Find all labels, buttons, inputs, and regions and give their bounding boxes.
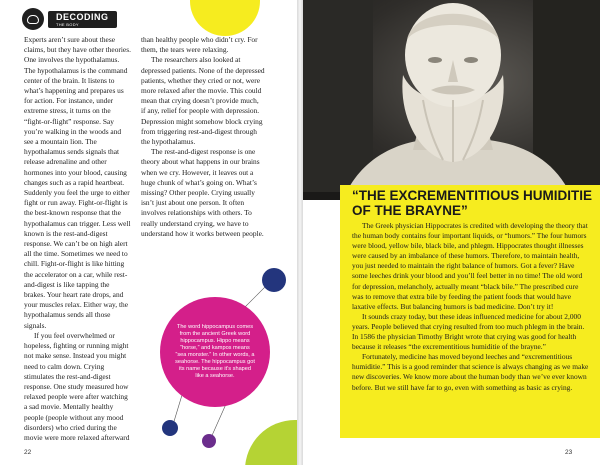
caption-text: The word hippocampus comes from the ancient Greek word hippocampus. Hippo means “horse,” and kampos means “sea monster.” In other words, a seahorse. The hippocampus got its name because it’s shaped like a seahorse. — [175, 324, 255, 379]
section-subtitle: THE BODY — [56, 21, 79, 27]
molecule-connector-lines — [0, 0, 297, 465]
paragraph: Fortunately, medicine has moved beyond leeches and “excrementitious humiditie.” This is a good reminder that science is always changing as we make new discoveries. We know more about the human body than we’ve ever known before. But we still have far to go, even with something as basic as crying. — [352, 352, 589, 392]
sidebar-box — [340, 185, 600, 438]
paragraph: If you feel overwhelmed or hopeless, fighting or running might not make sense. Instead you might need to calm down. Crying stimulates the rest-and-digest response. One study measured how relaxed people were after watching a sad movie. Mentally healthy people (people without any mood disorders) who cried during the movie were more relaxed afterward — [24, 330, 130, 442]
paragraph: It sounds crazy today, but these ideas influenced medicine for about 2,000 years. People believed that crying resulted from too much phlegm in the brain. In 1586 the physician Timothy Bright wrote that crying was good for health because it releases “the excrementitious humiditie of the brayne.” — [352, 311, 585, 352]
paragraph: Experts aren’t sure about these claims, but they have other theories. One involves the hypothalamus. The hypothalamus is the command center of the brain. It listens to what’s happening and prepares us for action. For instance, under extreme stress, it turns on the “fight-or-flight” response. Say you’re walking in the woods and see a mountain lion. The hypothalamus sends signals that release adrenaline and other hormones into your blood, causing changes such as a rapid heartbeat. Suddenly you feel the urge to either fight or run away. Fight-or-flight is the best-known response that the hypothalamus can trigger. Less well known is the rest-and-digest response. We can’t be on high alert all the time. Sometimes we need to chill. Fight-or-flight is like hitting the accelerator on a car, while rest-and-digest is like tapping the brakes. Your heart rate drops, and your muscles relax. Either way, the hypothalamus sends all those signals. — [24, 35, 131, 330]
left-page — [0, 0, 297, 465]
bust-illustration — [303, 0, 600, 200]
sidebar-body — [352, 221, 590, 393]
decorative-navy-dot — [262, 268, 286, 292]
decorative-purple-dot — [202, 434, 216, 448]
right-page — [303, 0, 600, 465]
decorative-navy-dot — [162, 420, 178, 436]
caption-circle — [160, 297, 270, 407]
paragraph: than healthy people who didn’t cry. For them, the tears were relaxing. — [141, 35, 258, 55]
paragraph: The rest-and-digest response is one theory about what happens in our brains when we cry. However, it leaves out a huge chunk of what’s going on. What’s missing? Other people. Crying usually isn’t just about one person. It often involves relationships with others. To really understand crying, we have to understand how it works between people. — [141, 147, 264, 238]
page-number-left: 22 — [24, 449, 32, 456]
section-title: DECODING — [56, 11, 109, 22]
hippocrates-bust-photo — [303, 0, 600, 200]
sidebar-title: “THE EXCREMENTITIOUS HUMIDITIE OF THE BRAYNE” — [352, 188, 593, 218]
paragraph: The Greek physician Hippocrates is credited with developing the theory that the human body contains four important liquids, or “humors.” The four humors were blood, yellow bile, black bile, and phlegm. Hippocrates thought illnesses were caused by an imbalance of these humors. Therefore, to maintain health, you just needed to maintain the right balance of humors. Got a fever? Have some leeches drink your blood and you’ll feel better in no time! The old word for depression, melancholy, actually meant “black bile.” The prescribed cure was to remove that extra bile by feeding the patient foods that would have laxative effects. But balancing humors is bad medicine. Don’t try it! — [352, 221, 588, 311]
page-number-right: 23 — [565, 449, 573, 456]
paragraph: The researchers also looked at depressed patients. None of the depressed patients, whether they cried or not, were more relaxed after the movie. This could mean that crying doesn’t provide much, if any, relief for people with depression. Depression might somehow block crying from triggering rest-and-digest through the hypothalamus. — [141, 55, 265, 147]
